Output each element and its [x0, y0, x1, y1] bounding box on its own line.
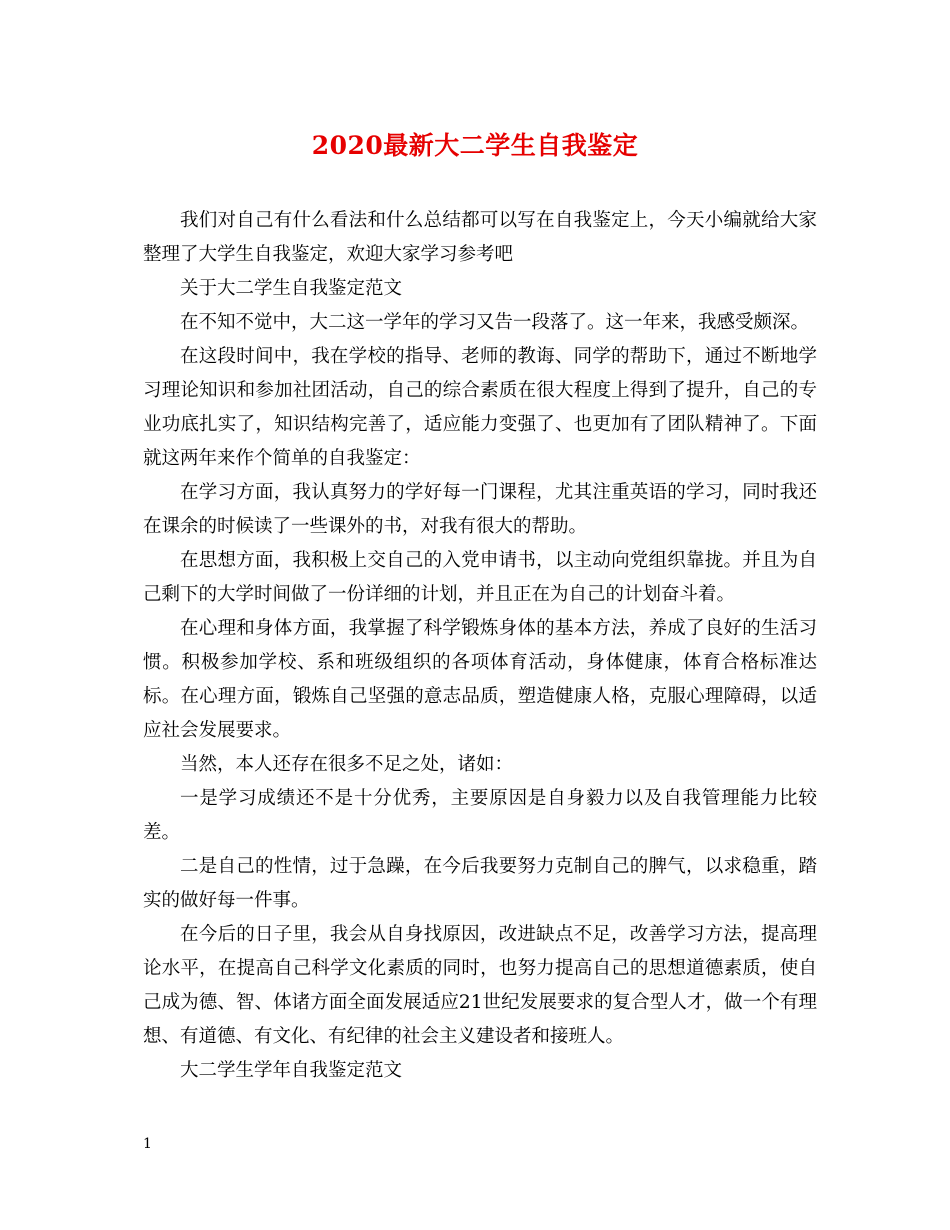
section-heading: 关于大二学生自我鉴定范文 — [180, 278, 403, 299]
paragraph: 当然，本人还存在很多不足之处，诸如： — [180, 754, 514, 775]
paragraph: 在学习方面，我认真努力的学好每一门课程，尤其注重英语的学习，同时我还在课余的时候读了一些课外的书，对我有很大的帮助。 — [143, 482, 817, 537]
paragraph: 在心理和身体方面，我掌握了科学锻炼身体的基本方法，养成了良好的生活习惯。积极参加学校、系和班级组织的各项体育活动，身体健康，体育合格标准达标。在心理方面，锻炼自己坚强的意志品质，塑造健康人格，克服心理障碍，以适应社会发展要求。 — [143, 618, 817, 741]
paragraph: 在思想方面，我积极上交自己的入党申请书，以主动向党组织靠拢。并且为自己剩下的大学时间做了一份详细的计划，并且正在为自己的计划奋斗着。 — [143, 550, 817, 605]
paragraph: 二是自己的性情，过于急躁，在今后我要努力克制自己的脾气，以求稳重，踏实的做好每一件事。 — [143, 856, 817, 911]
paragraph: 在这段时间中，我在学校的指导、老师的教诲、同学的帮助下，通过不断地学习理论知识和参加社团活动，自己的综合素质在很大程度上得到了提升，自己的专业功底扎实了，知识结构完善了，适应能力变强了、也更加有了团队精神了。下面就这两年来作个简单的自我鉴定： — [143, 346, 817, 469]
section-heading: 大二学生学年自我鉴定范文 — [180, 1060, 403, 1081]
paragraph-intro: 我们对自己有什么看法和什么总结都可以写在自我鉴定上，今天小编就给大家整理了大学生自我鉴定，欢迎大家学习参考吧 — [143, 210, 817, 265]
document-body — [143, 204, 817, 1088]
page-number: 1 — [143, 1136, 152, 1152]
paragraph: 在今后的日子里，我会从自身找原因，改进缺点不足，改善学习方法，提高理论水平，在提高自己科学文化素质的同时，也努力提高自己的思想道德素质，使自己成为德、智、体诸方面全面发展适应21世纪发展要求的复合型人才，做一个有理想、有道德、有文化、有纪律的社会主义建设者和接班人。 — [143, 924, 817, 1047]
document-title: 2020最新大二学生自我鉴定 — [311, 131, 639, 160]
paragraph: 一是学习成绩还不是十分优秀，主要原因是自身毅力以及自我管理能力比较差。 — [143, 788, 817, 843]
paragraph: 在不知不觉中，大二这一学年的学习又告一段落了。这一年来，我感受颇深。 — [180, 312, 810, 333]
